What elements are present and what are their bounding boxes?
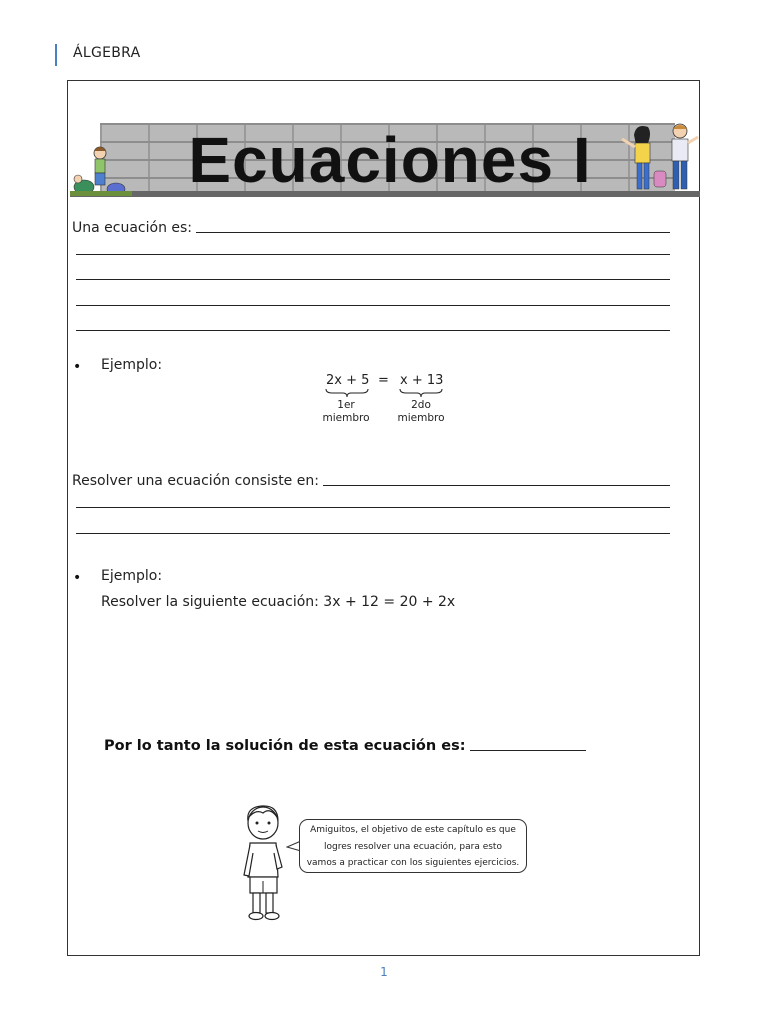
answer-blank-line xyxy=(76,330,670,331)
equation-equals-sign: = xyxy=(378,373,389,388)
resolve-line xyxy=(72,471,670,489)
answer-blank-line xyxy=(76,279,670,280)
definition-label: Una ecuación es: xyxy=(72,220,193,236)
section-title: ÁLGEBRA xyxy=(73,45,141,61)
header-accent-bar xyxy=(55,44,57,66)
answer-blank-line xyxy=(76,305,670,306)
answer-blank xyxy=(323,484,670,486)
answer-blank-line xyxy=(76,533,670,534)
resolve-label: Resolver una ecuación consiste en: xyxy=(72,473,319,489)
left-member-label: 1er miembro xyxy=(322,399,370,424)
speech-bubble xyxy=(299,819,527,873)
answer-blank-line xyxy=(76,254,670,255)
example-equation-text: Resolver la siguiente ecuación: 3x + 12 = 20 + 2x xyxy=(101,594,456,610)
banner-title: Ecuaciones I xyxy=(188,124,592,196)
example-label: Ejemplo: xyxy=(101,568,163,584)
bullet: • xyxy=(73,570,82,586)
solution-blank xyxy=(470,750,586,751)
title-banner xyxy=(70,121,700,199)
left-brace-icon xyxy=(324,388,370,398)
speech-line: Amiguitos, el objetivo de este capítulo es que xyxy=(310,825,516,835)
speech-line: vamos a practicar con los siguientes ejercicios. xyxy=(306,858,520,868)
example-label: Ejemplo: xyxy=(101,357,163,373)
page-number: 1 xyxy=(380,965,388,979)
right-brace-icon xyxy=(398,388,444,398)
bullet: • xyxy=(73,359,82,375)
equation-left-member: 2x + 5 xyxy=(326,373,370,388)
answer-blank-line xyxy=(76,507,670,508)
solution-text: Por lo tanto la solución de esta ecuación es: xyxy=(104,738,466,754)
worksheet-frame xyxy=(67,80,700,956)
definition-line xyxy=(72,218,670,236)
answer-blank xyxy=(196,231,670,233)
solution-line xyxy=(104,738,586,754)
speech-line: logres resolver una ecuación, para esto xyxy=(324,841,502,852)
equation-right-member: x + 13 xyxy=(400,373,444,388)
boy-illustration xyxy=(236,803,292,925)
right-member-label: 2do miembro xyxy=(397,399,445,424)
students-illustration xyxy=(618,121,702,199)
